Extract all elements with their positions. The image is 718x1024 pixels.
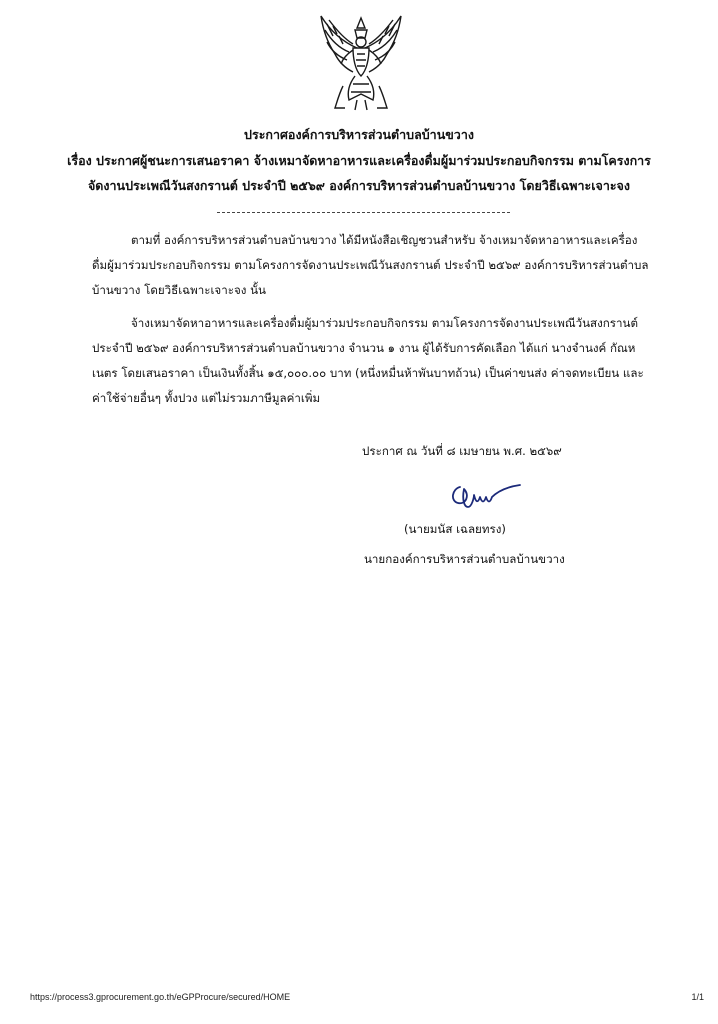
announcement-subject-line-1: เรื่อง ประกาศผู้ชนะการเสนอราคา จ้างเหมาจัดหาอาหารและเครื่องดื่มผู้มาร่วมประกอบกิจกรรม ตามโครงการ [67,153,651,168]
body-paragraph-2 [92,311,680,411]
paragraph-2-line: ค่าใช้จ่ายอื่นๆ ทั้งปวง แต่ไม่รวมภาษีมูลค่าเพิ่ม [92,391,321,405]
paragraph-1-line: ตามที่ องค์การบริหารส่วนตำบลบ้านขวาง ได้มีหนังสือเชิญชวนสำหรับ จ้างเหมาจัดหาอาหารและเครื่อง [131,233,638,247]
signatory-position: นายกองค์การบริหารส่วนตำบลบ้านขวาง [364,552,565,566]
dashed-divider [217,212,510,213]
announcement-title: ประกาศองค์การบริหารส่วนตำบลบ้านขวาง [244,127,474,142]
page-number: 1/1 [691,992,704,1002]
paragraph-2-line: ประจำปี ๒๕๖๙ องค์การบริหารส่วนตำบลบ้านขวาง จำนวน ๑ งาน ผู้ได้รับการคัดเลือก ได้แก่ นางจำนงค์ กัณห [92,341,636,355]
paragraph-1-line: บ้านขวาง โดยวิธีเฉพาะเจาะจง นั้น [92,283,266,297]
announcement-subject-line-2: จัดงานประเพณีวันสงกรานต์ ประจำปี ๒๕๖๙ องค์การบริหารส่วนตำบลบ้านขวาง โดยวิธีเฉพาะเจาะจง [87,178,630,193]
body-paragraph-1 [92,228,680,303]
signatory-name: (นายมนัส เฉลยทรง) [404,522,506,536]
handwritten-signature [446,477,526,511]
announcement-date: ประกาศ ณ วันที่ ๘ เมษายน พ.ศ. ๒๕๖๙ [362,444,562,458]
garuda-emblem-icon [313,14,409,112]
paragraph-2-line: เนตร โดยเสนอราคา เป็นเงินทั้งสิ้น ๑๕,๐๐๐.๐๐ บาท (หนึ่งหมื่นห้าพันบาทถ้วน) เป็นค่าขนส่ง ค่าจดทะเบียน และ [92,366,644,380]
paragraph-1-line: ดื่มผู้มาร่วมประกอบกิจกรรม ตามโครงการจัดงานประเพณีวันสงกรานต์ ประจำปี ๒๕๖๙ องค์การบริหารส่วนตำบล [92,258,649,272]
paragraph-2-line: จ้างเหมาจัดหาอาหารและเครื่องดื่มผู้มาร่วมประกอบกิจกรรม ตามโครงการจัดงานประเพณีวันสงกรานต์ [131,316,638,330]
footer-url: https://process3.gprocurement.go.th/eGPProcure/secured/HOME [30,992,291,1002]
